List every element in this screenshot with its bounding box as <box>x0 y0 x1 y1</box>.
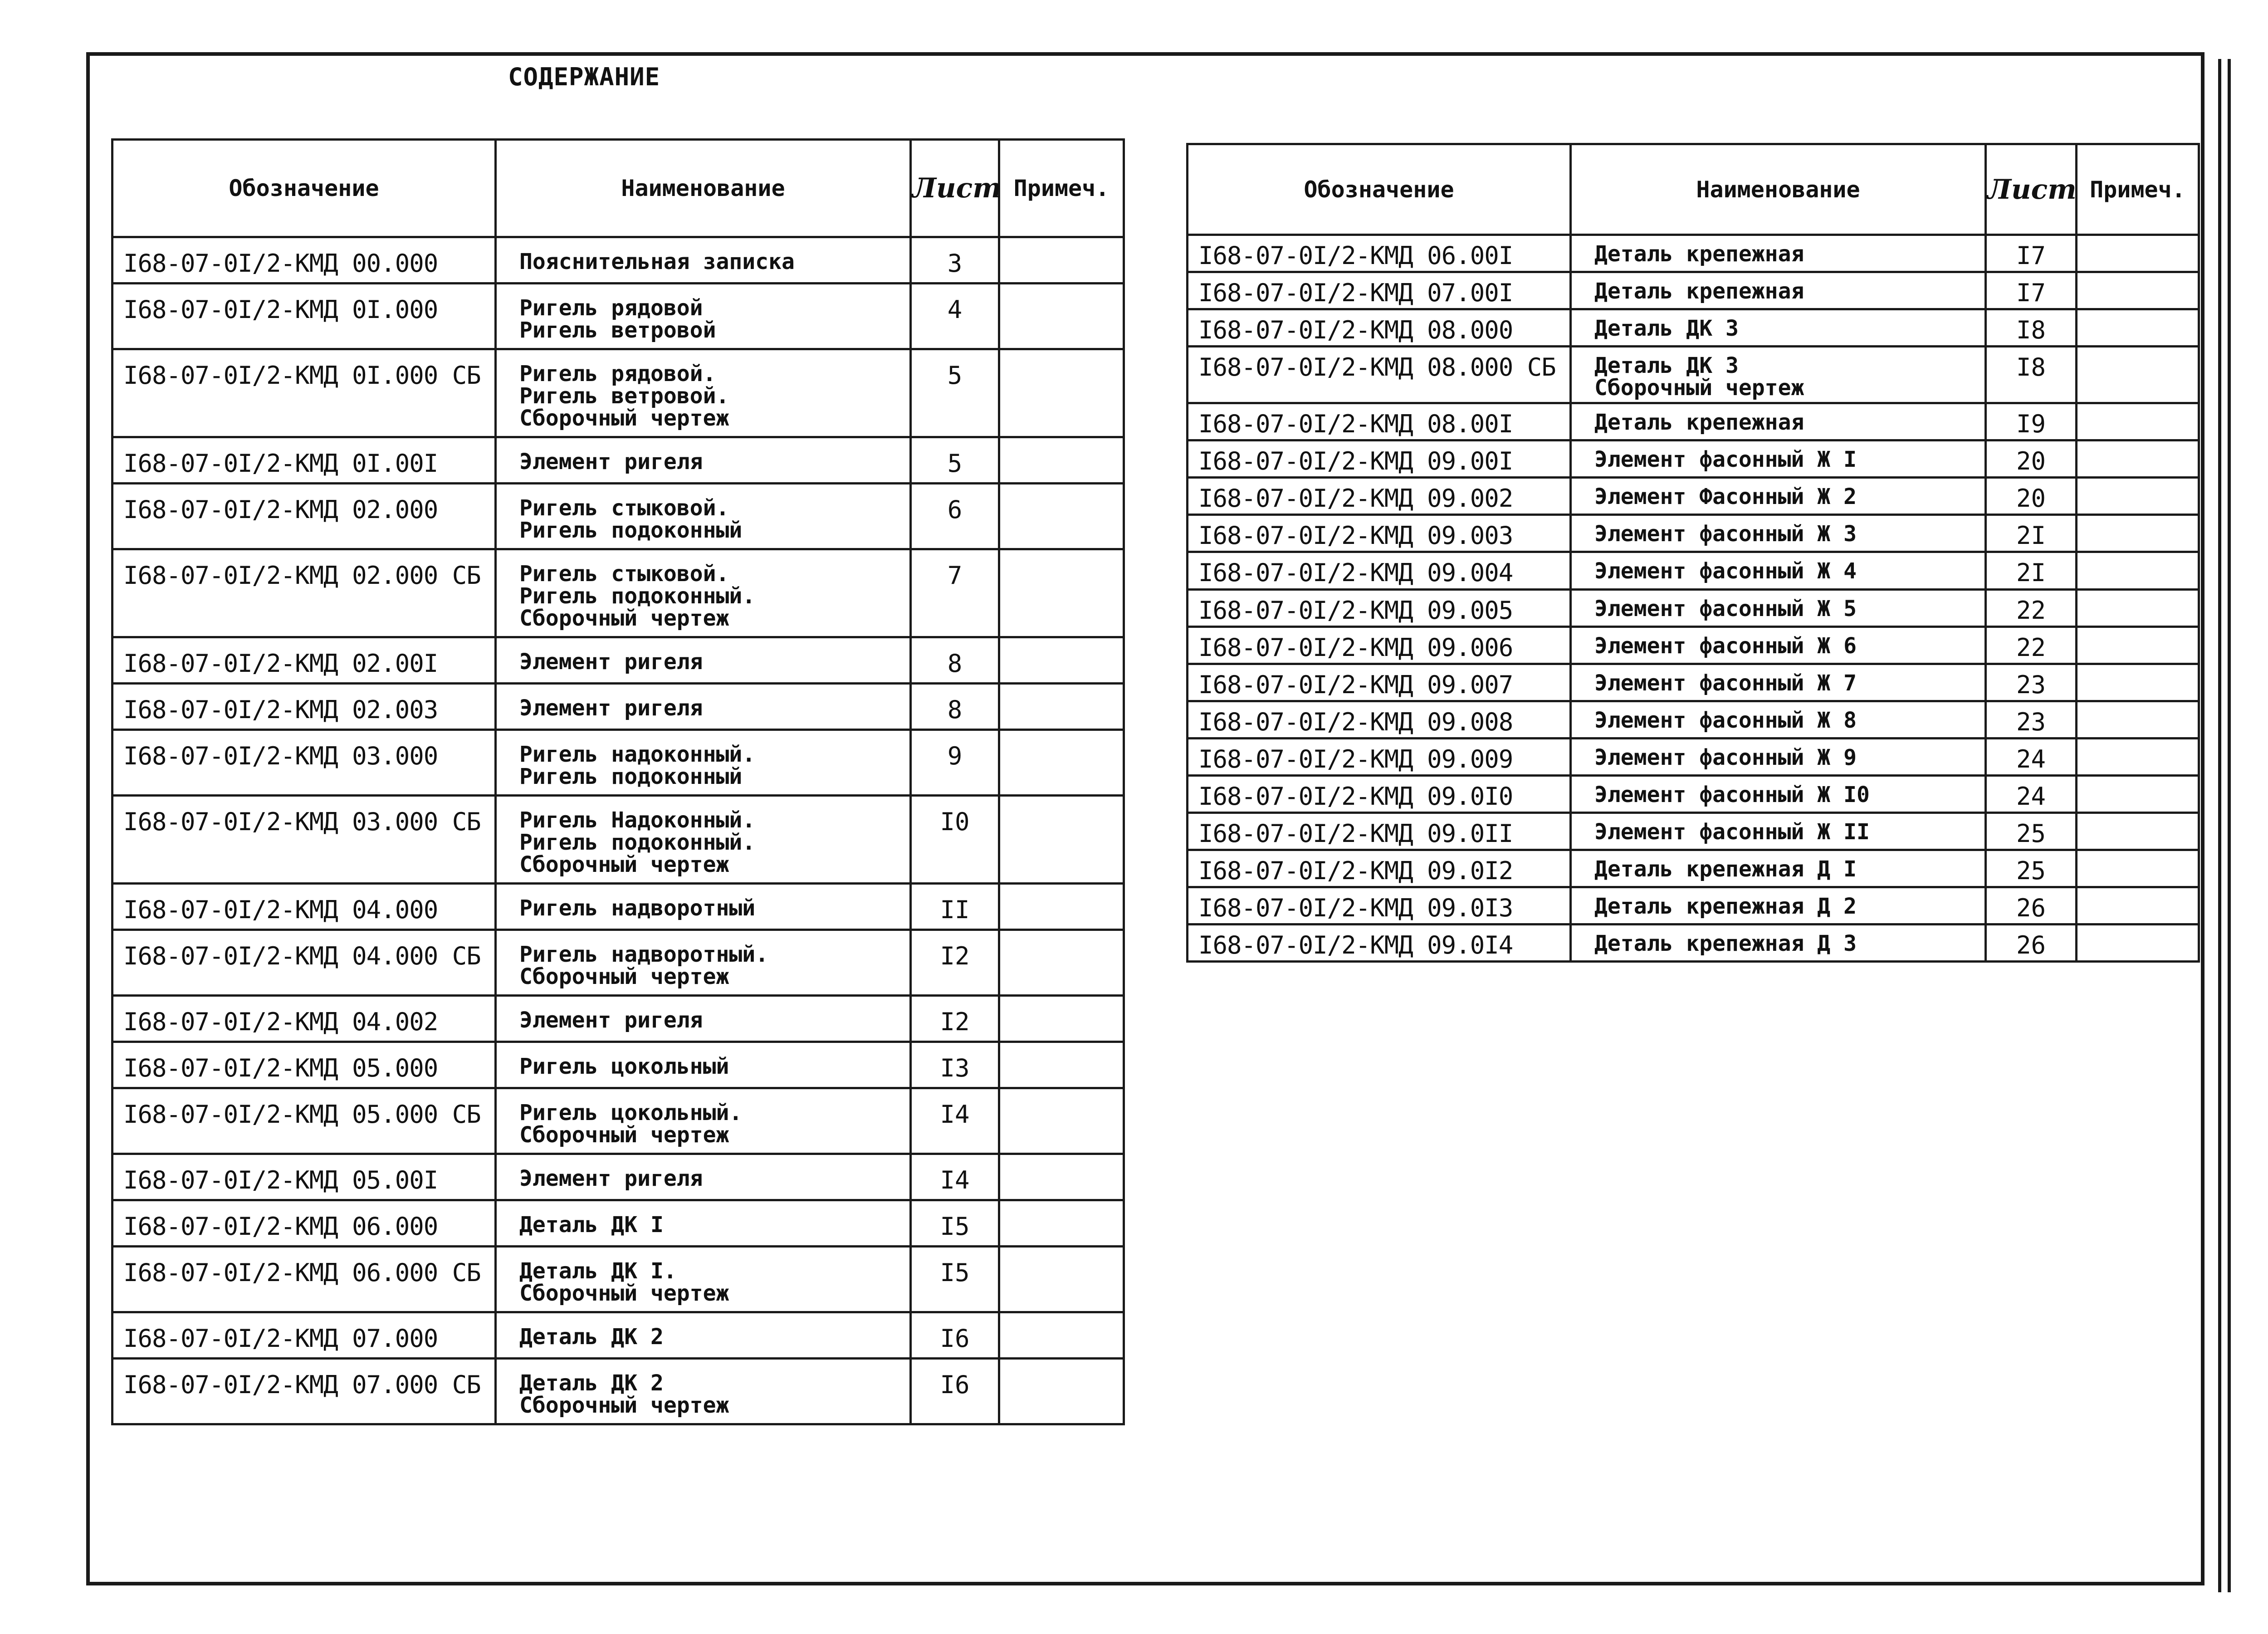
cell-name: Деталь крепежная Д I <box>1571 850 1986 887</box>
table-row <box>1188 347 2199 403</box>
cell-note <box>999 1246 1124 1312</box>
cell-name: Элемент фасонный Ж I <box>1571 440 1986 478</box>
cell-name: Деталь ДК 2 <box>496 1312 911 1358</box>
header-name: Наименование <box>1571 144 1986 235</box>
table-row <box>1188 478 2199 515</box>
cell-code: I68-07-0I/2-КМД 03.000 СБ <box>112 795 496 883</box>
table-row <box>112 437 1124 483</box>
cell-code: I68-07-0I/2-КМД 09.006 <box>1188 626 1571 664</box>
cell-note <box>2077 738 2199 775</box>
table-row <box>112 349 1124 437</box>
cell-note <box>2077 775 2199 812</box>
cell-sheet: I4 <box>911 1088 999 1154</box>
cell-note <box>999 284 1124 349</box>
cell-code: I68-07-0I/2-КМД 09.0I0 <box>1188 775 1571 812</box>
cell-name: Деталь крепежная <box>1571 403 1986 440</box>
cell-name: Элемент ригеля <box>496 683 911 729</box>
table-row <box>1188 813 2199 850</box>
cell-note <box>2077 925 2199 962</box>
table-row <box>112 483 1124 549</box>
cell-sheet: 23 <box>1986 701 2077 738</box>
contents-rows-right <box>1188 235 2199 962</box>
cell-code: I68-07-0I/2-КМД 0I.00I <box>112 437 496 483</box>
cell-code: I68-07-0I/2-КМД 08.000 СБ <box>1188 347 1571 403</box>
cell-name: Элемент фасонный Ж 9 <box>1571 738 1986 775</box>
table-row <box>112 637 1124 683</box>
cell-code: I68-07-0I/2-КМД 08.000 <box>1188 309 1571 347</box>
cell-name: Элемент фасонный Ж 5 <box>1571 589 1986 626</box>
cell-sheet: 22 <box>1986 626 2077 664</box>
cell-code: I68-07-0I/2-КМД 09.00I <box>1188 440 1571 478</box>
table-row <box>1188 515 2199 552</box>
table-row <box>112 1312 1124 1358</box>
table-row <box>1188 887 2199 925</box>
cell-name: Деталь крепежная <box>1571 272 1986 309</box>
table-row <box>1188 440 2199 478</box>
cell-name: Элемент фасонный Ж 3 <box>1571 515 1986 552</box>
cell-note <box>2077 403 2199 440</box>
cell-code: I68-07-0I/2-КМД 09.008 <box>1188 701 1571 738</box>
cell-name: Ригель надворотный <box>496 883 911 930</box>
cell-note <box>2077 309 2199 347</box>
cell-name: Деталь ДК I. Сборочный чертеж <box>496 1246 911 1312</box>
table-row <box>112 1200 1124 1246</box>
cell-name: Элемент фасонный Ж 4 <box>1571 552 1986 589</box>
header-note: Примеч. <box>2077 144 2199 235</box>
table-row <box>112 930 1124 995</box>
cell-name: Ригель надворотный. Сборочный чертеж <box>496 930 911 995</box>
cell-sheet: I0 <box>911 795 999 883</box>
cell-sheet: I7 <box>1986 235 2077 272</box>
cell-code: I68-07-0I/2-КМД 02.000 СБ <box>112 549 496 637</box>
cell-name: Ригель Надоконный. Ригель подоконный. Сборочный чертеж <box>496 795 911 883</box>
frame-right-border <box>2218 59 2231 1592</box>
cell-name: Элемент ригеля <box>496 437 911 483</box>
cell-sheet: 22 <box>1986 589 2077 626</box>
contents-rows-left <box>112 237 1124 1424</box>
cell-sheet: 24 <box>1986 738 2077 775</box>
header-sheet: Лист <box>1986 144 2077 235</box>
cell-code: I68-07-0I/2-КМД 09.009 <box>1188 738 1571 775</box>
cell-name: Элемент фасонный Ж I0 <box>1571 775 1986 812</box>
cell-code: I68-07-0I/2-КМД 09.0I4 <box>1188 925 1571 962</box>
cell-name: Элемент фасонный Ж II <box>1571 813 1986 850</box>
cell-note <box>999 995 1124 1042</box>
cell-sheet: I8 <box>1986 347 2077 403</box>
cell-sheet: I6 <box>911 1358 999 1424</box>
table-row <box>1188 701 2199 738</box>
table-row <box>112 549 1124 637</box>
cell-name: Ригель рядовой Ригель ветровой <box>496 284 911 349</box>
cell-sheet: 25 <box>1986 850 2077 887</box>
cell-name: Ригель надоконный. Ригель подоконный <box>496 729 911 795</box>
cell-name: Деталь крепежная Д 3 <box>1571 925 1986 962</box>
cell-code: I68-07-0I/2-КМД 09.0II <box>1188 813 1571 850</box>
cell-code: I68-07-0I/2-КМД 05.000 <box>112 1042 496 1088</box>
cell-name: Элемент фасонный Ж 6 <box>1571 626 1986 664</box>
header-code: Обозначение <box>1188 144 1571 235</box>
cell-code: I68-07-0I/2-КМД 02.003 <box>112 683 496 729</box>
cell-note <box>2077 626 2199 664</box>
cell-code: I68-07-0I/2-КМД 06.00I <box>1188 235 1571 272</box>
table-row <box>112 883 1124 930</box>
cell-note <box>999 549 1124 637</box>
cell-sheet: I2 <box>911 995 999 1042</box>
contents-table-right <box>1186 143 2200 963</box>
cell-name: Пояснительная записка <box>496 237 911 284</box>
cell-note <box>999 683 1124 729</box>
cell-name: Ригель стыковой. Ригель подоконный. Сборочный чертеж <box>496 549 911 637</box>
header-name: Наименование <box>496 140 911 237</box>
table-row <box>112 1154 1124 1200</box>
cell-code: I68-07-0I/2-КМД 09.007 <box>1188 664 1571 701</box>
cell-name: Деталь ДК 3 <box>1571 309 1986 347</box>
table-row <box>1188 664 2199 701</box>
cell-code: I68-07-0I/2-КМД 09.004 <box>1188 552 1571 589</box>
cell-note <box>999 729 1124 795</box>
cell-note <box>999 437 1124 483</box>
cell-note <box>999 237 1124 284</box>
cell-sheet: I8 <box>1986 309 2077 347</box>
cell-sheet: I6 <box>911 1312 999 1358</box>
cell-code: I68-07-0I/2-КМД 06.000 СБ <box>112 1246 496 1312</box>
cell-name: Элемент ригеля <box>496 995 911 1042</box>
table-row <box>1188 738 2199 775</box>
cell-name: Ригель цокольный. Сборочный чертеж <box>496 1088 911 1154</box>
table-row <box>112 1246 1124 1312</box>
cell-code: I68-07-0I/2-КМД 07.000 <box>112 1312 496 1358</box>
table-row <box>1188 552 2199 589</box>
table-row <box>1188 850 2199 887</box>
cell-sheet: 4 <box>911 284 999 349</box>
cell-code: I68-07-0I/2-КМД 06.000 <box>112 1200 496 1246</box>
cell-code: I68-07-0I/2-КМД 07.000 СБ <box>112 1358 496 1424</box>
cell-name: Деталь крепежная <box>1571 235 1986 272</box>
table-row <box>1188 589 2199 626</box>
cell-name: Деталь ДК 2 Сборочный чертеж <box>496 1358 911 1424</box>
cell-sheet: 6 <box>911 483 999 549</box>
cell-sheet: 2I <box>1986 515 2077 552</box>
cell-note <box>999 1312 1124 1358</box>
cell-note <box>2077 887 2199 925</box>
cell-sheet: 20 <box>1986 440 2077 478</box>
cell-note <box>2077 347 2199 403</box>
cell-sheet: 23 <box>1986 664 2077 701</box>
cell-name: Ригель стыковой. Ригель подоконный <box>496 483 911 549</box>
cell-code: I68-07-0I/2-КМД 04.002 <box>112 995 496 1042</box>
cell-code: I68-07-0I/2-КМД 09.0I3 <box>1188 887 1571 925</box>
cell-name: Элемент ригеля <box>496 637 911 683</box>
cell-note <box>2077 813 2199 850</box>
cell-note <box>2077 272 2199 309</box>
cell-sheet: 5 <box>911 437 999 483</box>
cell-sheet: 26 <box>1986 925 2077 962</box>
cell-note <box>999 1154 1124 1200</box>
cell-code: I68-07-0I/2-КМД 07.00I <box>1188 272 1571 309</box>
header-row <box>112 140 1124 237</box>
cell-note <box>2077 478 2199 515</box>
table-row <box>112 995 1124 1042</box>
cell-code: I68-07-0I/2-КМД 05.00I <box>112 1154 496 1200</box>
cell-note <box>999 1042 1124 1088</box>
cell-code: I68-07-0I/2-КМД 02.000 <box>112 483 496 549</box>
cell-code: I68-07-0I/2-КМД 0I.000 <box>112 284 496 349</box>
cell-name: Деталь крепежная Д 2 <box>1571 887 1986 925</box>
cell-name: Элемент фасонный Ж 8 <box>1571 701 1986 738</box>
cell-code: I68-07-0I/2-КМД 08.00I <box>1188 403 1571 440</box>
cell-sheet: 9 <box>911 729 999 795</box>
page-title: СОДЕРЖАНИЕ <box>508 63 660 91</box>
cell-note <box>999 637 1124 683</box>
cell-code: I68-07-0I/2-КМД 09.002 <box>1188 478 1571 515</box>
header-row <box>1188 144 2199 235</box>
table-row <box>1188 403 2199 440</box>
cell-code: I68-07-0I/2-КМД 02.00I <box>112 637 496 683</box>
cell-code: I68-07-0I/2-КМД 00.000 <box>112 237 496 284</box>
cell-name: Ригель рядовой. Ригель ветровой. Сборочный чертеж <box>496 349 911 437</box>
cell-sheet: I5 <box>911 1200 999 1246</box>
cell-note <box>999 1200 1124 1246</box>
cell-sheet: 3 <box>911 237 999 284</box>
cell-code: I68-07-0I/2-КМД 09.0I2 <box>1188 850 1571 887</box>
cell-note <box>2077 235 2199 272</box>
cell-sheet: 24 <box>1986 775 2077 812</box>
cell-note <box>999 1088 1124 1154</box>
cell-note <box>2077 552 2199 589</box>
cell-sheet: I7 <box>1986 272 2077 309</box>
table-row <box>1188 309 2199 347</box>
cell-sheet: I2 <box>911 930 999 995</box>
cell-code: I68-07-0I/2-КМД 05.000 СБ <box>112 1088 496 1154</box>
table-row <box>1188 272 2199 309</box>
cell-note <box>2077 589 2199 626</box>
cell-note <box>2077 850 2199 887</box>
table-row <box>112 1358 1124 1424</box>
cell-note <box>2077 440 2199 478</box>
cell-name: Деталь ДК 3 Сборочный чертеж <box>1571 347 1986 403</box>
cell-code: I68-07-0I/2-КМД 0I.000 СБ <box>112 349 496 437</box>
cell-name: Элемент фасонный Ж 7 <box>1571 664 1986 701</box>
cell-code: I68-07-0I/2-КМД 04.000 СБ <box>112 930 496 995</box>
cell-name: Элемент Фасонный Ж 2 <box>1571 478 1986 515</box>
cell-sheet: 8 <box>911 637 999 683</box>
cell-code: I68-07-0I/2-КМД 03.000 <box>112 729 496 795</box>
cell-code: I68-07-0I/2-КМД 09.003 <box>1188 515 1571 552</box>
cell-note <box>999 483 1124 549</box>
cell-sheet: 26 <box>1986 887 2077 925</box>
cell-sheet: II <box>911 883 999 930</box>
table-row <box>112 683 1124 729</box>
table-row <box>1188 626 2199 664</box>
cell-note <box>999 930 1124 995</box>
cell-note <box>2077 701 2199 738</box>
cell-sheet: I9 <box>1986 403 2077 440</box>
cell-name: Деталь ДК I <box>496 1200 911 1246</box>
cell-sheet: 8 <box>911 683 999 729</box>
cell-sheet: I5 <box>911 1246 999 1312</box>
cell-sheet: I3 <box>911 1042 999 1088</box>
header-code: Обозначение <box>112 140 496 237</box>
cell-sheet: 5 <box>911 349 999 437</box>
cell-note <box>2077 664 2199 701</box>
header-note: Примеч. <box>999 140 1124 237</box>
header-sheet: Лист <box>911 140 999 237</box>
cell-code: I68-07-0I/2-КМД 09.005 <box>1188 589 1571 626</box>
cell-note <box>999 1358 1124 1424</box>
cell-sheet: I4 <box>911 1154 999 1200</box>
cell-name: Ригель цокольный <box>496 1042 911 1088</box>
table-row <box>1188 925 2199 962</box>
cell-note <box>999 349 1124 437</box>
table-row <box>1188 775 2199 812</box>
cell-sheet: 20 <box>1986 478 2077 515</box>
table-row <box>112 1042 1124 1088</box>
cell-note <box>2077 515 2199 552</box>
table-row <box>1188 235 2199 272</box>
cell-note <box>999 795 1124 883</box>
cell-sheet: 2I <box>1986 552 2077 589</box>
table-row <box>112 1088 1124 1154</box>
table-row <box>112 284 1124 349</box>
table-row <box>112 795 1124 883</box>
table-row <box>112 237 1124 284</box>
cell-note <box>999 883 1124 930</box>
cell-sheet: 25 <box>1986 813 2077 850</box>
contents-table-left <box>111 138 1125 1425</box>
table-row <box>112 729 1124 795</box>
cell-code: I68-07-0I/2-КМД 04.000 <box>112 883 496 930</box>
cell-sheet: 7 <box>911 549 999 637</box>
cell-name: Элемент ригеля <box>496 1154 911 1200</box>
